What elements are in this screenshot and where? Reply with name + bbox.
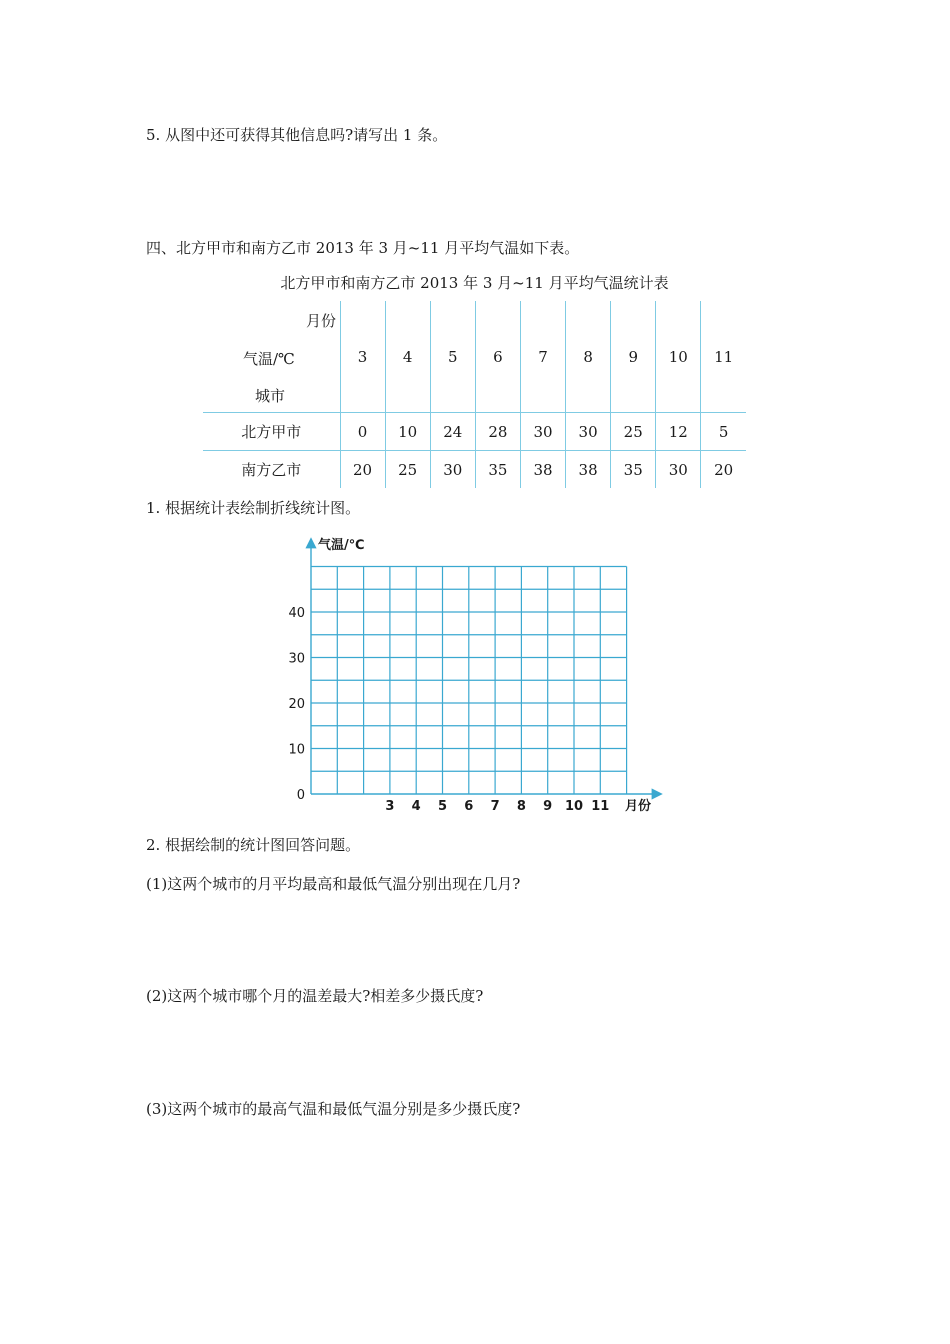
value-cell: 35 [611,451,656,489]
value-cell: 30 [520,413,565,451]
table-caption: 北方甲市和南方乙市 2013 年 3 月~11 月平均气温统计表 [280,274,669,292]
table-row [203,413,746,451]
chart-grid [311,567,627,795]
question-2-2: (2)这两个城市哪个月的温差最大?相差多少摄氏度? [146,987,484,1005]
value-cell: 24 [430,413,475,451]
value-cell: 12 [656,413,701,451]
value-cell: 10 [385,413,430,451]
month-cell: 3 [340,301,385,413]
x-axis-label: 月份 [625,799,652,814]
value-cell: 35 [475,451,520,489]
value-cell: 38 [566,451,611,489]
x-tick-label: 10 [564,799,584,814]
month-cell: 10 [656,301,701,413]
x-tick-label: 4 [411,799,421,814]
y-tick-label: 40 [288,606,305,621]
x-tick-label: 11 [591,799,610,814]
value-cell: 5 [701,413,746,451]
question-2: 2. 根据绘制的统计图回答问题。 [146,836,361,854]
value-cell: 25 [385,451,430,489]
section-4-title: 四、北方甲市和南方乙市 2013 年 3 月~11 月平均气温如下表。 [146,239,580,257]
value-cell: 30 [656,451,701,489]
line-chart-grid [280,530,670,820]
y-tick-label: 30 [288,651,305,667]
month-cell: 5 [430,301,475,413]
value-cell: 28 [475,413,520,451]
month-cell: 6 [475,301,520,413]
value-cell: 20 [340,451,385,489]
month-cell: 9 [611,301,656,413]
table-corner-header [203,301,340,413]
y-tick-label: 20 [288,697,305,712]
y-tick-label: 0 [296,788,305,803]
header-month-label: 月份 [306,312,337,330]
question-5: 5. 从图中还可获得其他信息吗?请写出 1 条。 [146,126,448,144]
value-cell: 0 [340,413,385,451]
city-cell: 北方甲市 [203,413,340,451]
x-tick-label: 3 [385,799,395,814]
question-2-1: (1)这两个城市的月平均最高和最低气温分别出现在几月? [146,875,521,893]
value-cell: 25 [611,413,656,451]
month-cell: 11 [701,301,746,413]
table-row [203,451,746,489]
question-2-3: (3)这两个城市的最高气温和最低气温分别是多少摄氏度? [146,1100,521,1118]
value-cell: 30 [430,451,475,489]
x-tick-label: 7 [490,799,500,814]
month-cell: 7 [520,301,565,413]
temperature-table [203,301,746,488]
header-temp-label: 气温/℃ [243,350,295,368]
y-tick-label: 10 [288,742,305,758]
x-tick-label: 9 [543,799,553,814]
y-tick-labels [288,606,305,803]
value-cell: 30 [566,413,611,451]
x-tick-label: 5 [437,799,448,814]
month-cell: 4 [385,301,430,413]
table-header-row [203,301,746,413]
x-tick-labels [385,799,609,814]
value-cell: 38 [520,451,565,489]
y-axis-label: 气温/℃ [318,538,365,553]
header-city-label: 城市 [255,387,286,405]
month-cell: 8 [566,301,611,413]
value-cell: 20 [701,451,746,489]
x-tick-label: 8 [516,799,526,814]
question-1: 1. 根据统计表绘制折线统计图。 [146,499,361,517]
city-cell: 南方乙市 [241,461,302,479]
x-tick-label: 6 [464,799,474,814]
